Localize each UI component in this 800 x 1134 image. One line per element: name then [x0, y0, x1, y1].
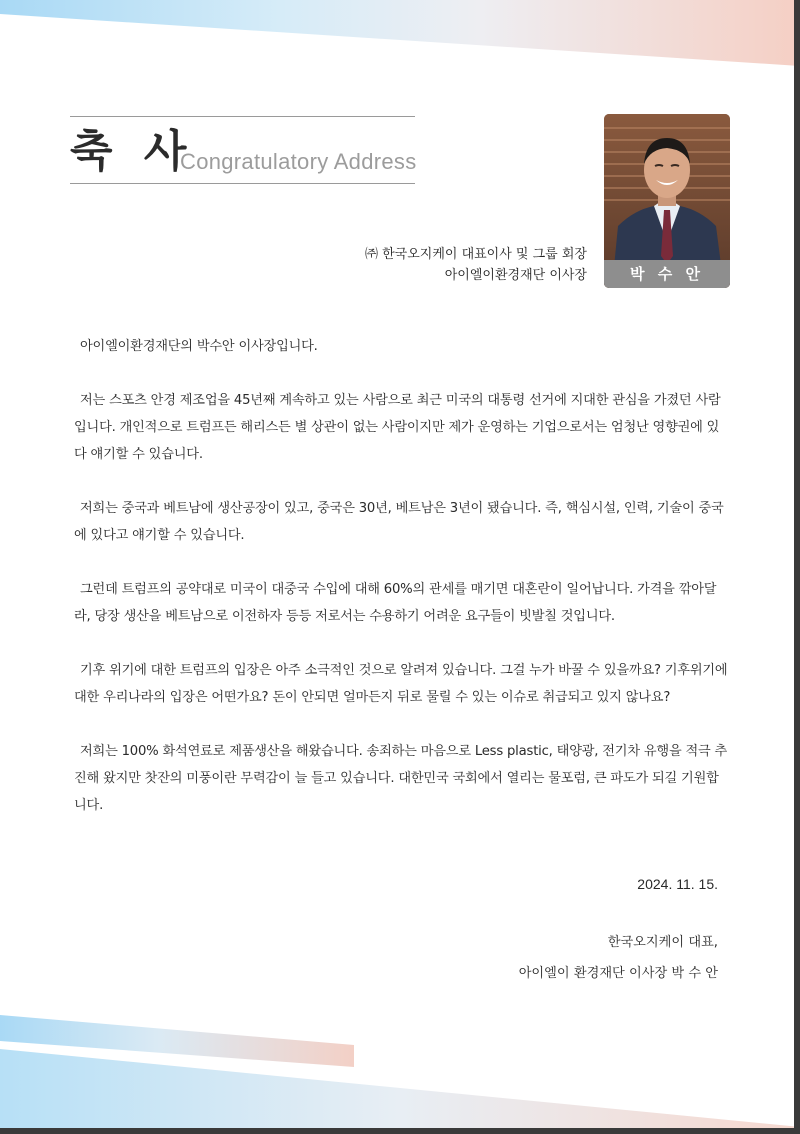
- page-title: 축 사: [70, 126, 195, 177]
- address-body: [74, 333, 730, 846]
- author-portrait: [604, 114, 730, 288]
- title-rule-top: [70, 116, 415, 117]
- body-paragraph-greeting: 아이엘이환경재단의 박수안 이사장입니다.: [80, 339, 318, 354]
- author-affiliation-2: 아이엘이환경재단 이사장: [444, 268, 587, 283]
- top-gradient-band: [0, 0, 800, 70]
- title-rule-bottom: [70, 183, 415, 184]
- body-paragraph: 저희는 100% 화석연료로 제품생산을 해왔습니다. 송죄하는 마음으로 Less plastic, 태양광, 전기차 유행을 적극 추진해 왔지만 찻잔의 미풍이란 무력감이 늘 들고 있습니다. 대한민국 국회에서 열리는 물포럼, 큰 파도가 되길 기원합니다.: [74, 744, 728, 813]
- bottom-gradient-band: [0, 1005, 800, 1134]
- body-paragraph: 그런데 트럼프의 공약대로 미국이 대중국 수입에 대해 60%의 관세를 매기면 대혼란이 일어납니다. 가격을 깎아달라, 당장 생산을 베트남으로 이전하자 등등 저로서는 수용하기 어려운 요구들이 빗발칠 것입니다.: [74, 582, 717, 624]
- author-affiliation-1: ㈜ 한국오지케이 대표이사 및 그룹 회장: [364, 247, 587, 262]
- body-paragraph: 저는 스포츠 안경 제조업을 45년째 계속하고 있는 사람으로 최근 미국의 대통령 선거에 지대한 관심을 가졌던 사람입니다. 개인적으로 트럼프든 해리스든 별 상관이 없는 사람이지만 제가 운영하는 기업으로서는 엄청난 영향권에 있다 얘기할 수 있습니다.: [74, 393, 721, 462]
- signature-line-1: 한국오지케이 대표,: [607, 935, 718, 950]
- address-date: 2024. 11. 15.: [637, 876, 718, 892]
- author-name-bar: 박 수 안: [604, 260, 730, 288]
- body-paragraph: 기후 위기에 대한 트럼프의 입장은 아주 소극적인 것으로 알려져 있습니다. 그걸 누가 바꿀 수 있을까요? 기후위기에 대한 우리나라의 입장은 어떤가요? 돈이 안되면 얼마든지 뒤로 물릴 수 있는 이슈로 취급되고 있지 않나요?: [74, 663, 728, 705]
- body-paragraph: 저희는 중국과 베트남에 생산공장이 있고, 중국은 30년, 베트남은 3년이 됐습니다. 즉, 핵심시설, 인력, 기술이 중국에 있다고 얘기할 수 있습니다.: [74, 501, 724, 543]
- signature-line-2: 아이엘이 환경재단 이사장 박 수 안: [518, 966, 718, 981]
- page-subtitle: Congratulatory Address: [180, 149, 417, 174]
